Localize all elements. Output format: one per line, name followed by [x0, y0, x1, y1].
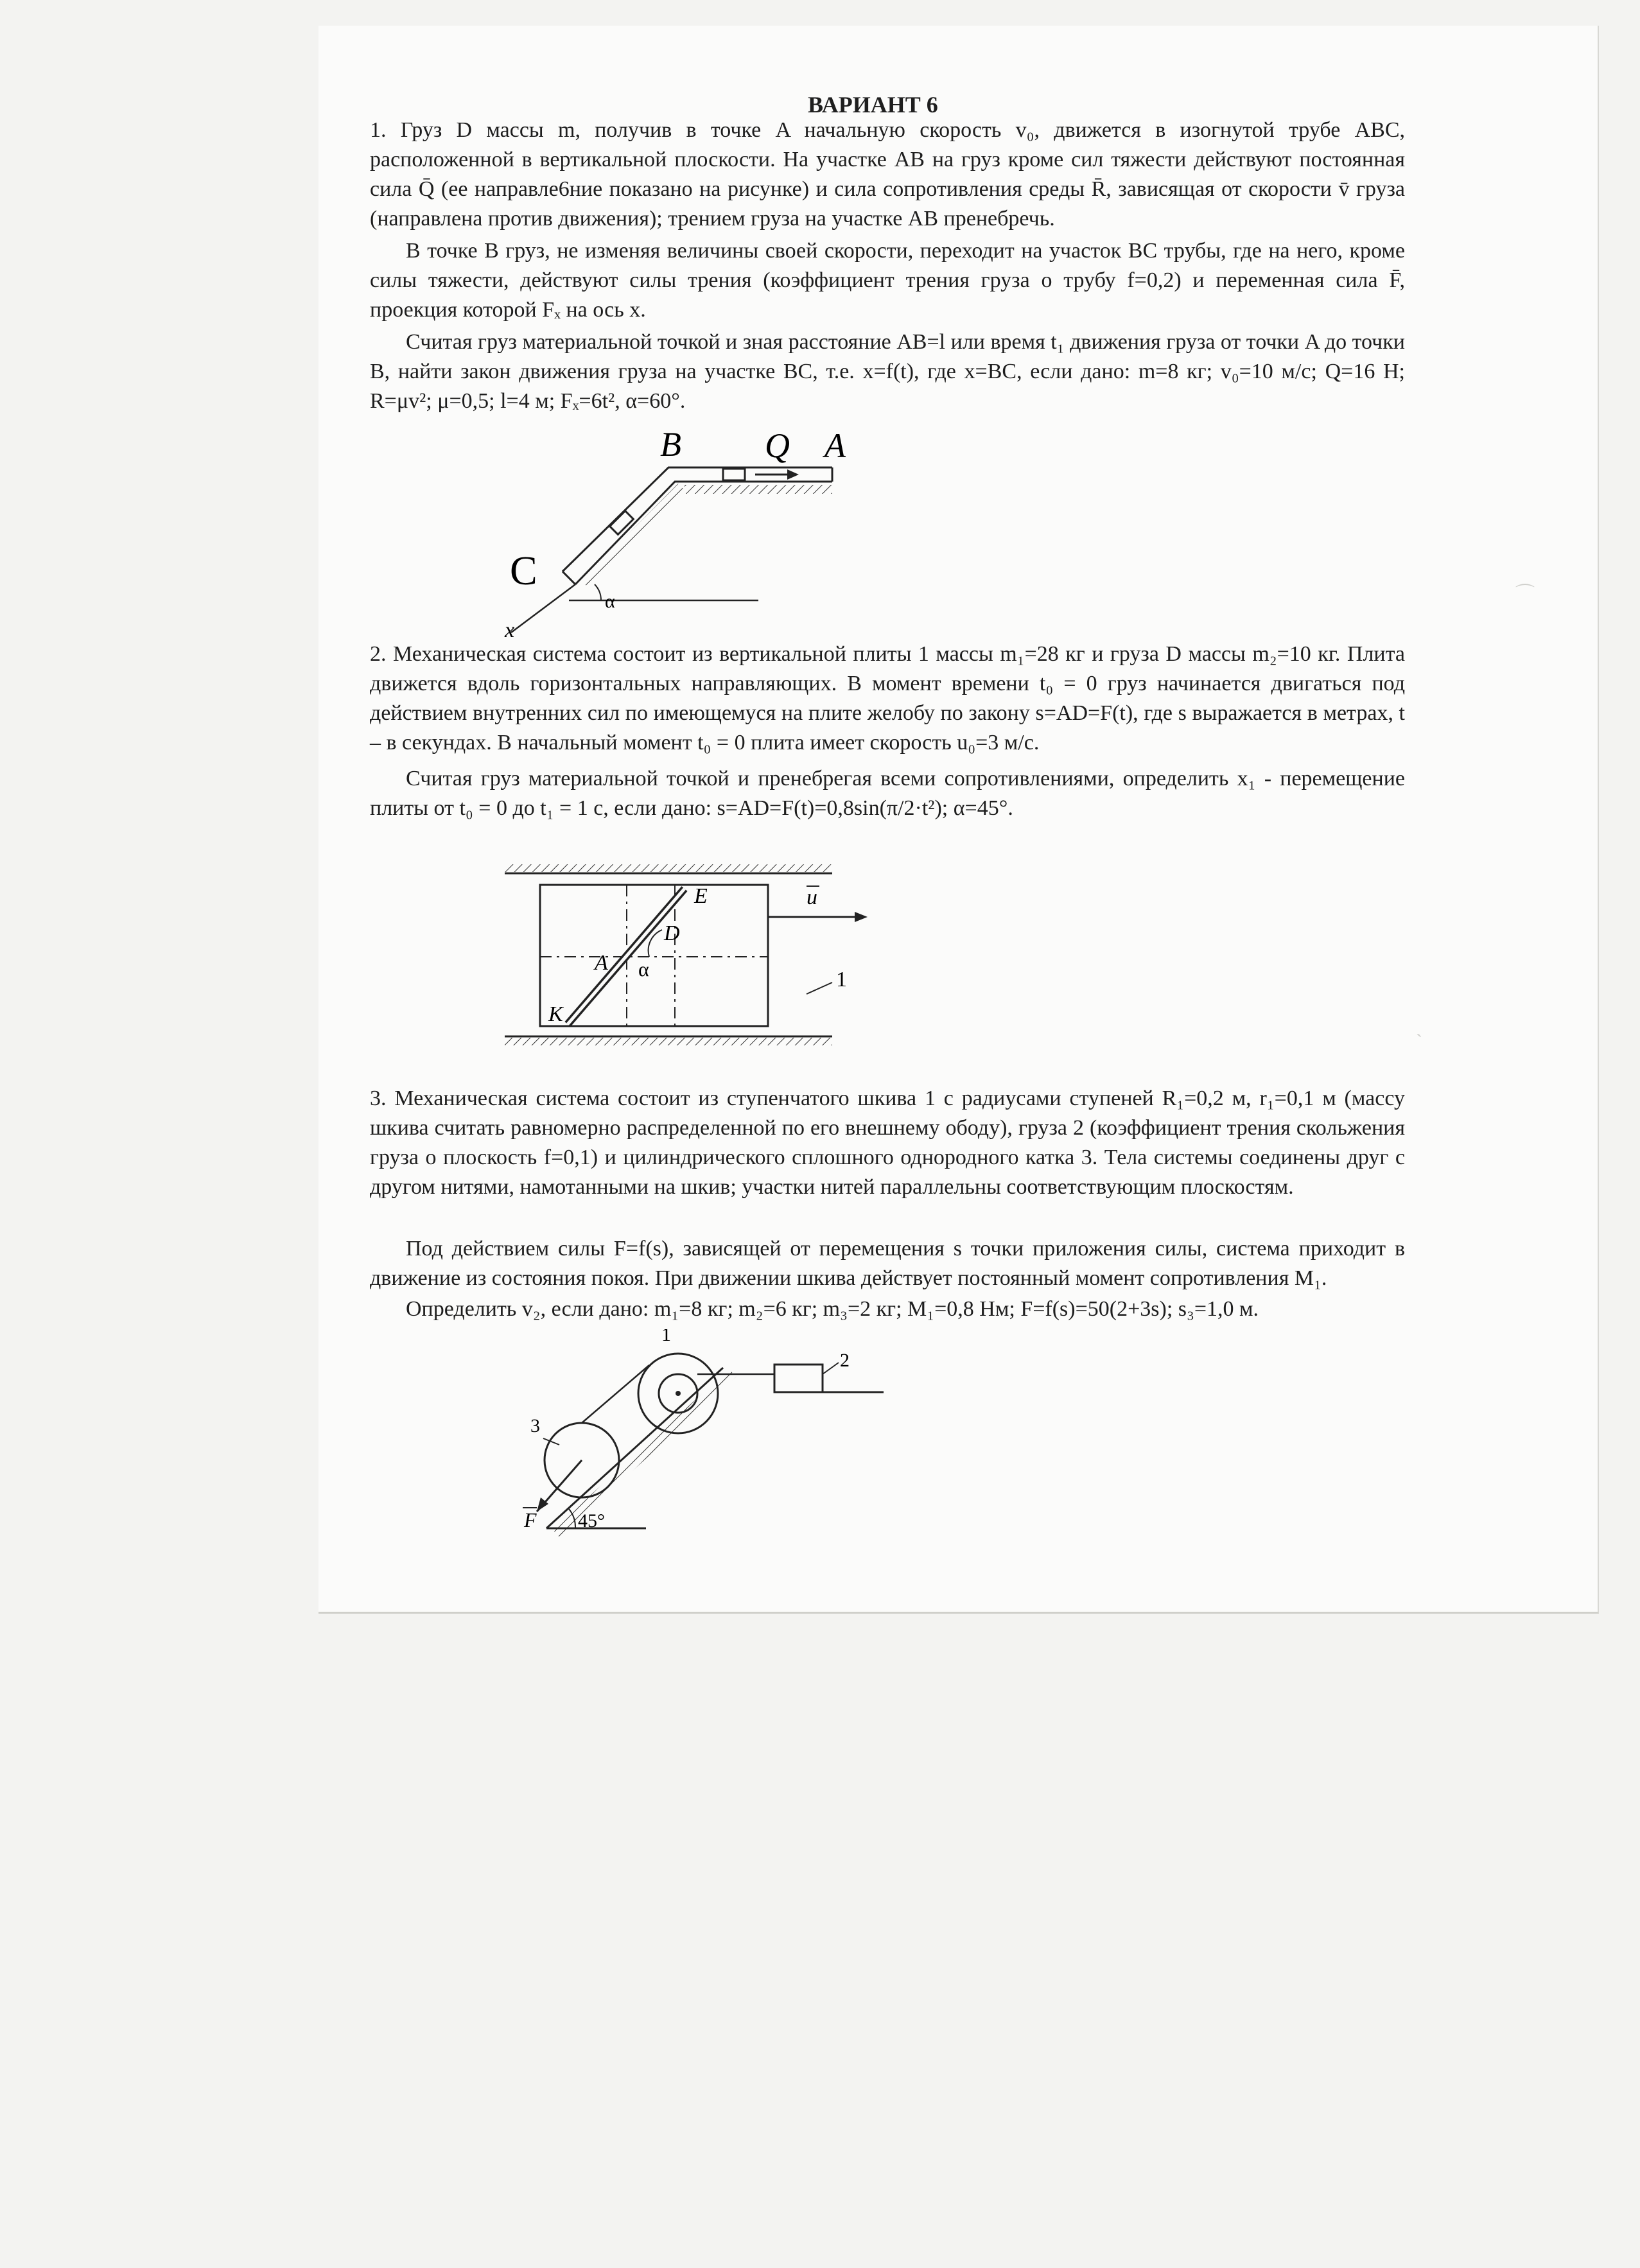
page-title: ВАРИАНТ 6: [808, 92, 938, 118]
label-plate-1: 1: [836, 968, 847, 991]
task1-paragraph-3: Считая груз материальной точкой и зная расстояние AB=l или время t₁ движения груза от точки A до точки B, найти закон движения груза на участке BC, т.е. x=f(t), где x=BC, если дано: m=8 кг; v₀=10 м/с; Q=16 Н; R=μv²; μ=0,5; l=4 м; Fₓ=6t², α=60°.: [370, 330, 1406, 413]
label-2: 2: [840, 1350, 850, 1371]
label-f: F: [524, 1508, 537, 1531]
task2-paragraph-1: 2. Механическая система состоит из вертикальной плиты 1 массы m₁=28 кг и груза D массы m₂=10 кг. Плита движется вдоль горизонтальных направляющих. В момент времени t₀ = 0 груз начинается двигаться под действием внутренних сил по имеющемуся на плите желобу по закону s=AD=F(t), где s выражается в метрах, t – в секундах. В начальный момент t₀ = 0 плита имеет скорость u₀=3 м/с.: [370, 642, 1405, 755]
task1-paragraph-2: В точке B груз, не изменяя величины своей скорости, переходит на участок BC трубы, где на него, кроме силы тяжести, действуют силы трения (коэффициент трения груза о трубу f=0,2) и переменная сила F̄, проекция которой Fₓ на ось x.: [370, 239, 1405, 322]
task3-paragraph-1: 3. Механическая система состоит из ступенчатого шкива 1 с радиусами ступеней R₁=0,2 м, r₁=0,1 м (массу шкива считать равномерно распределенной по его внешнему ободу), груза 2 (коэффициент трения скольжения груза о плоскость f=0,1) и цилиндрического сплошного однородного катка 3. Тела системы соединены друг с другом нитями, намотанными на шкив; участки нитей параллельны соответствующим плоскостям.: [370, 1086, 1405, 1199]
load-d-ab: [723, 469, 745, 480]
load-2: [774, 1365, 823, 1392]
label-u: u: [807, 885, 817, 909]
task1-figure: [473, 398, 961, 645]
task2-figure: [498, 860, 896, 1069]
label-x: x: [505, 618, 515, 642]
label-c: C: [510, 548, 537, 593]
label-e: E: [694, 884, 708, 908]
label-a: A: [595, 951, 608, 975]
task3-figure: [511, 1329, 948, 1551]
label-1: 1: [661, 1329, 671, 1345]
label-k: K: [548, 1002, 563, 1026]
label-q: Q: [765, 426, 790, 465]
label-a: A: [824, 426, 846, 465]
plate-1: [540, 885, 768, 1026]
label-3: 3: [530, 1415, 540, 1436]
task2-paragraph-2: Считая груз материальной точкой и пренебрегая всеми сопротивлениями, определить x₁ - перемещение плиты от t₀ = 0 до t₁ = 1 c, если дано: s=AD=F(t)=0,8sin(π/2·t²); α=45°.: [370, 767, 1405, 820]
scan-mark: ⌒: [1515, 584, 1535, 605]
load-d-bc: [610, 511, 634, 535]
label-angle: 45°: [578, 1510, 605, 1531]
document-page: [318, 26, 1599, 1614]
label-alpha: α: [638, 957, 649, 981]
task3-paragraph-2: Под действием силы F=f(s), зависящей от перемещения s точки приложения силы, система приходит в движение из состояния покоя. При движении шкива действует постоянный момент сопротивления M₁.: [370, 1237, 1405, 1290]
task3-paragraph-3: Определить v₂, если дано: m₁=8 кг; m₂=6 кг; m₃=2 кг; M₁=0,8 Нм; F=f(s)=50(2+3s); s₃=1,0 м.: [406, 1297, 1259, 1321]
label-alpha: α: [605, 591, 615, 612]
scan-mark: `: [1416, 1031, 1422, 1052]
label-b: B: [660, 425, 681, 464]
label-d: D: [664, 921, 680, 945]
task1-paragraph-1: 1. Груз D массы m, получив в точке A начальную скорость v₀, движется в изогнутой трубе ABC, расположенной в вертикальной плоскости. На участке AB на груз кроме сил тяжести действуют постоянная сила Q̄ (ее направле6ние показано на рисунке) и сила сопротивления среды R̄, зависящая от скорости v̄ груза (направлена против движения); трением груза на участке AB пренебречь.: [370, 118, 1405, 231]
